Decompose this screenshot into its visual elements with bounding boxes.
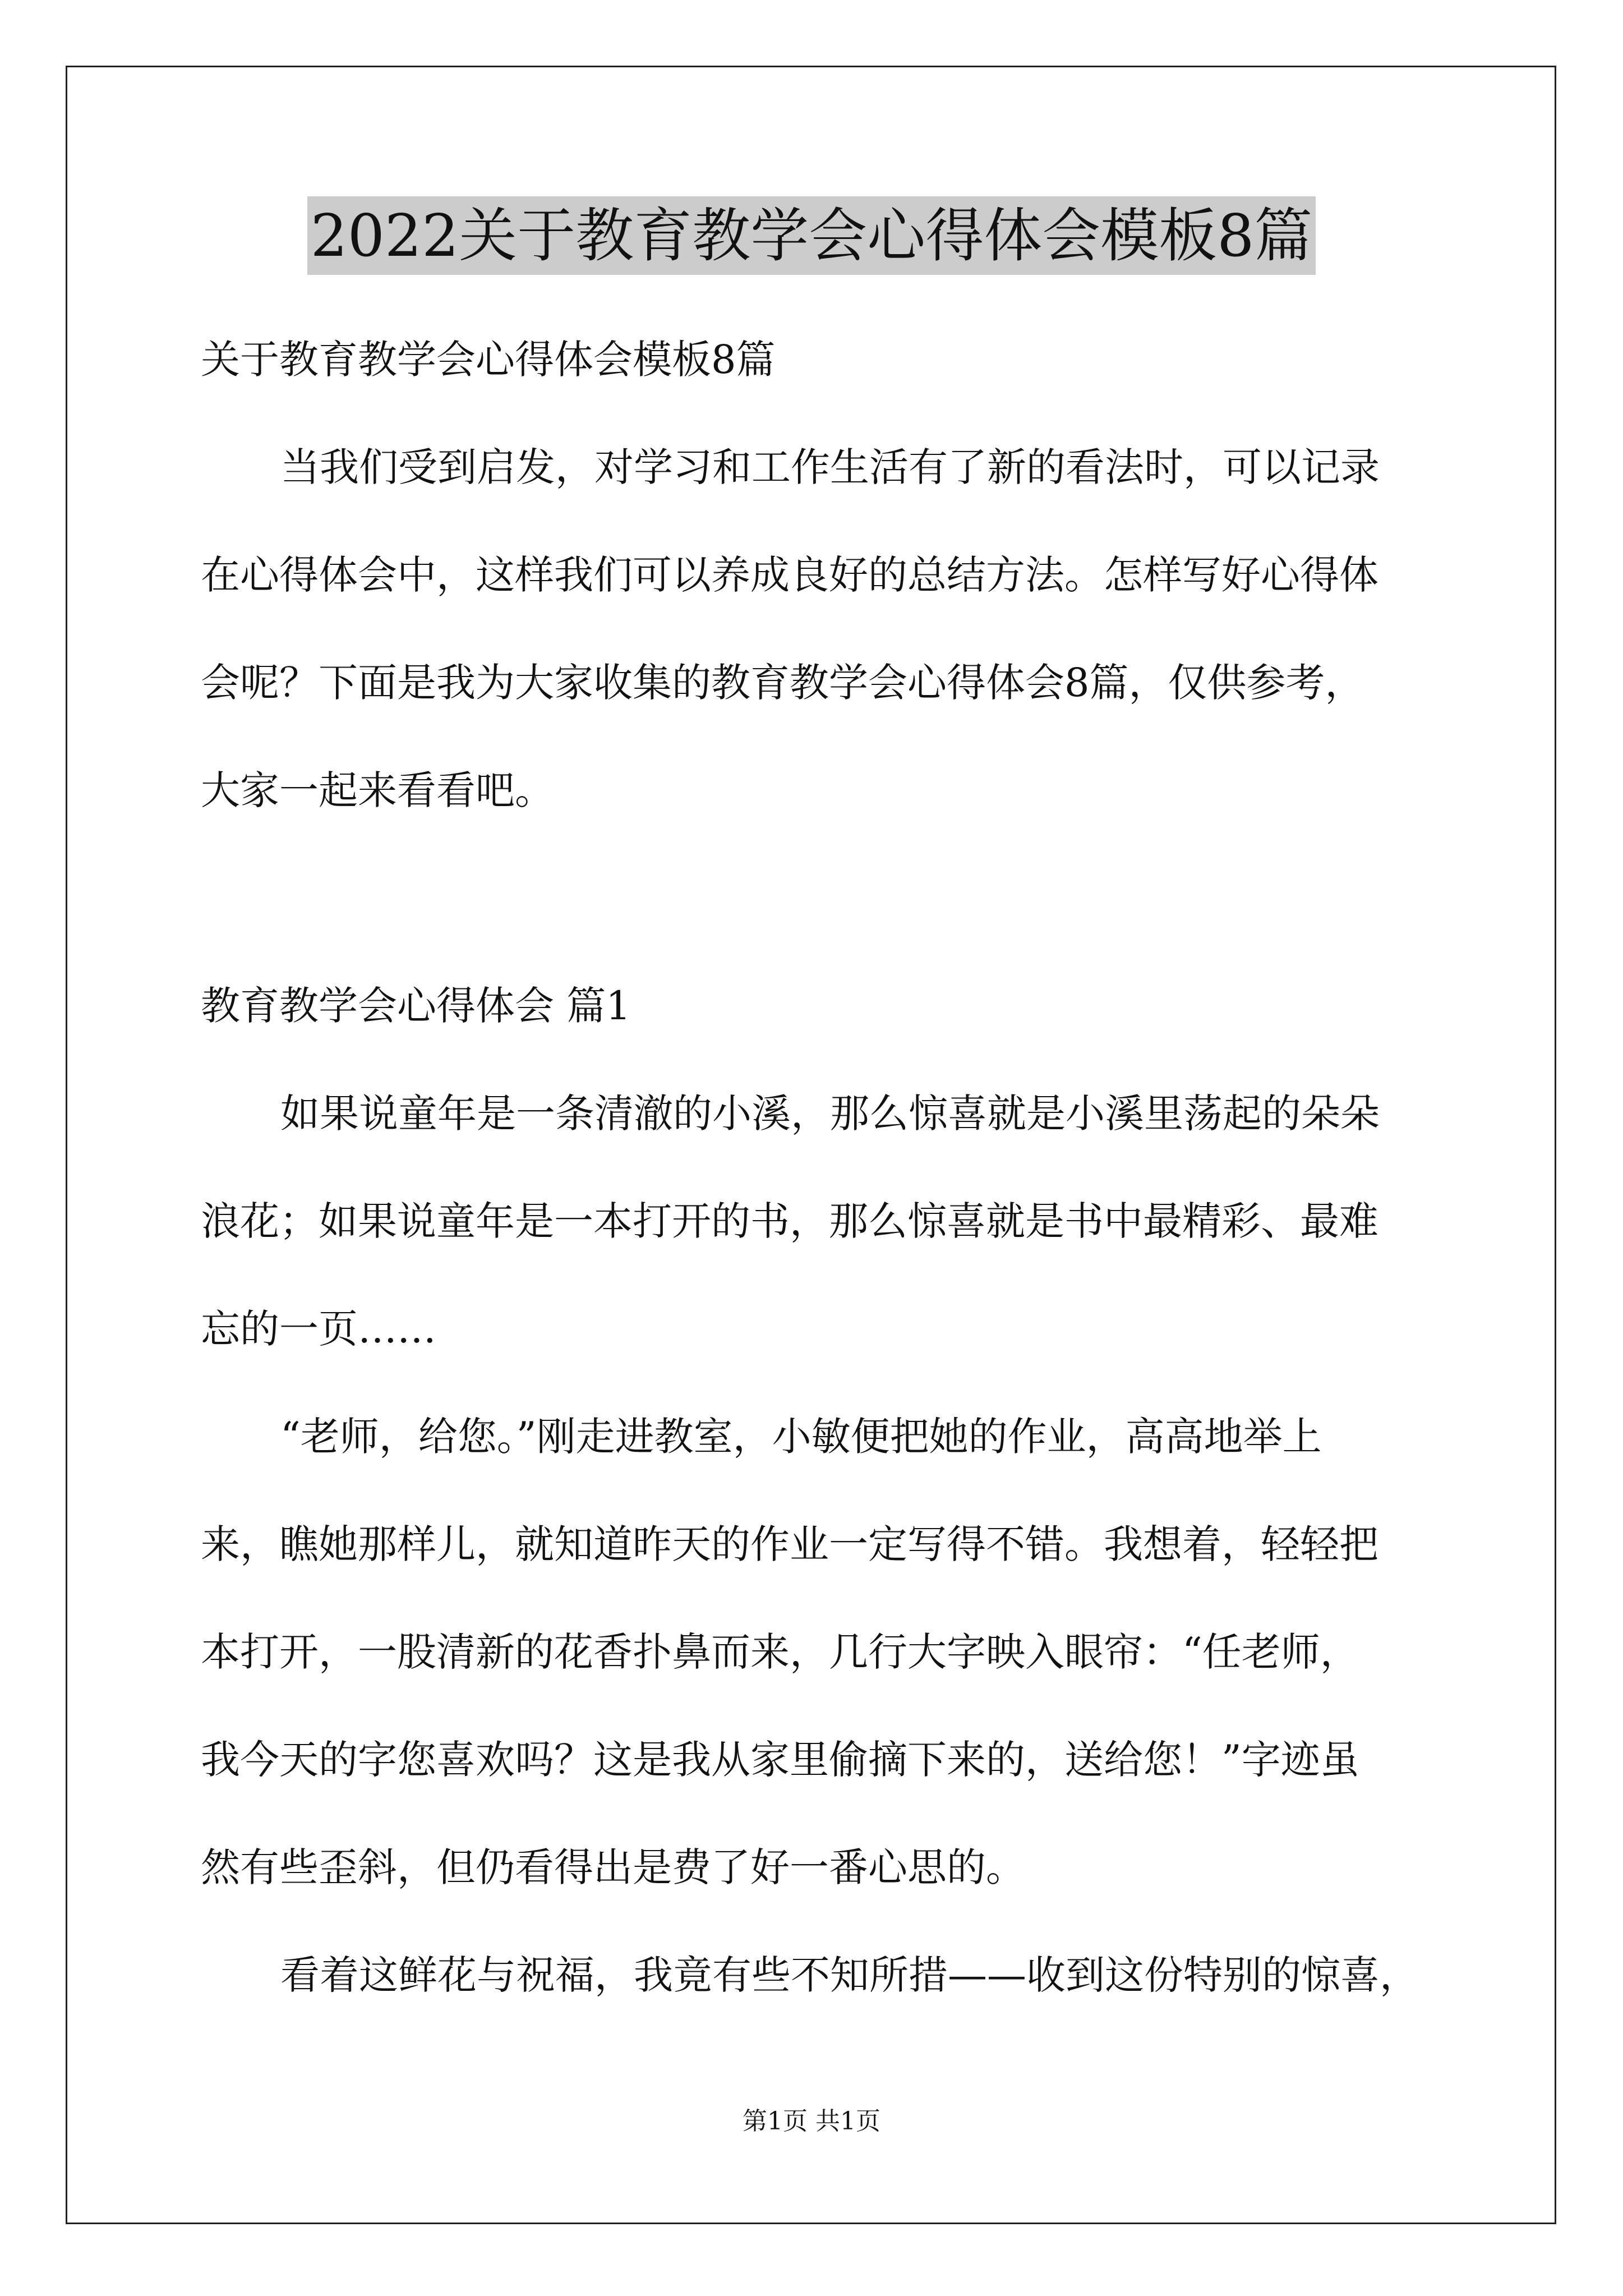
section-heading: 教育教学会心得体会 篇1 [201, 983, 631, 1029]
title-container [0, 196, 1623, 275]
paragraph2-line: 来，瞧她那样儿，就知道昨天的作业一定写得不错。我想着，轻轻把 [201, 1521, 1378, 1567]
paragraph2-line: “老师，给您。”刚走进教室，小敏便把她的作业，高高地举上 [280, 1414, 1322, 1460]
paragraph1-line: 忘的一页…… [201, 1306, 436, 1352]
paragraph1-line: 浪花；如果说童年是一本打开的书，那么惊喜就是书中最精彩、最难 [201, 1198, 1378, 1244]
paragraph2-line: 本打开，一股清新的花香扑鼻而来，几行大字映入眼帘：“任老师， [201, 1629, 1359, 1675]
intro-line: 会呢？下面是我为大家收集的教育教学会心得体会8篇，仅供参考， [201, 660, 1364, 706]
paragraph2-line: 然有些歪斜，但仍看得出是费了好一番心思的。 [201, 1844, 1025, 1890]
document-title: 2022关于教育教学会心得体会模板8篇 [307, 196, 1316, 275]
document-body [201, 306, 1435, 2029]
intro-line: 在心得体会中，这样我们可以养成良好的总结方法。怎样写好心得体 [201, 552, 1378, 598]
page-footer: 第1页 共1页 [743, 2107, 880, 2136]
paragraph3-line: 看着这鲜花与祝福，我竟有些不知所措——收到这份特别的惊喜， [280, 1952, 1419, 1998]
intro-line: 大家一起来看看吧。 [201, 767, 554, 813]
intro-line: 当我们受到启发，对学习和工作生活有了新的看法时，可以记录 [280, 444, 1380, 490]
paragraph2-line: 我今天的字您喜欢吗？这是我从家里偷摘下来的，送给您！”字迹虽 [201, 1737, 1359, 1783]
document-subtitle: 关于教育教学会心得体会模板8篇 [201, 337, 776, 383]
paragraph-spacer [201, 844, 1435, 952]
paragraph1-line: 如果说童年是一条清澈的小溪，那么惊喜就是小溪里荡起的朵朵 [280, 1091, 1380, 1137]
